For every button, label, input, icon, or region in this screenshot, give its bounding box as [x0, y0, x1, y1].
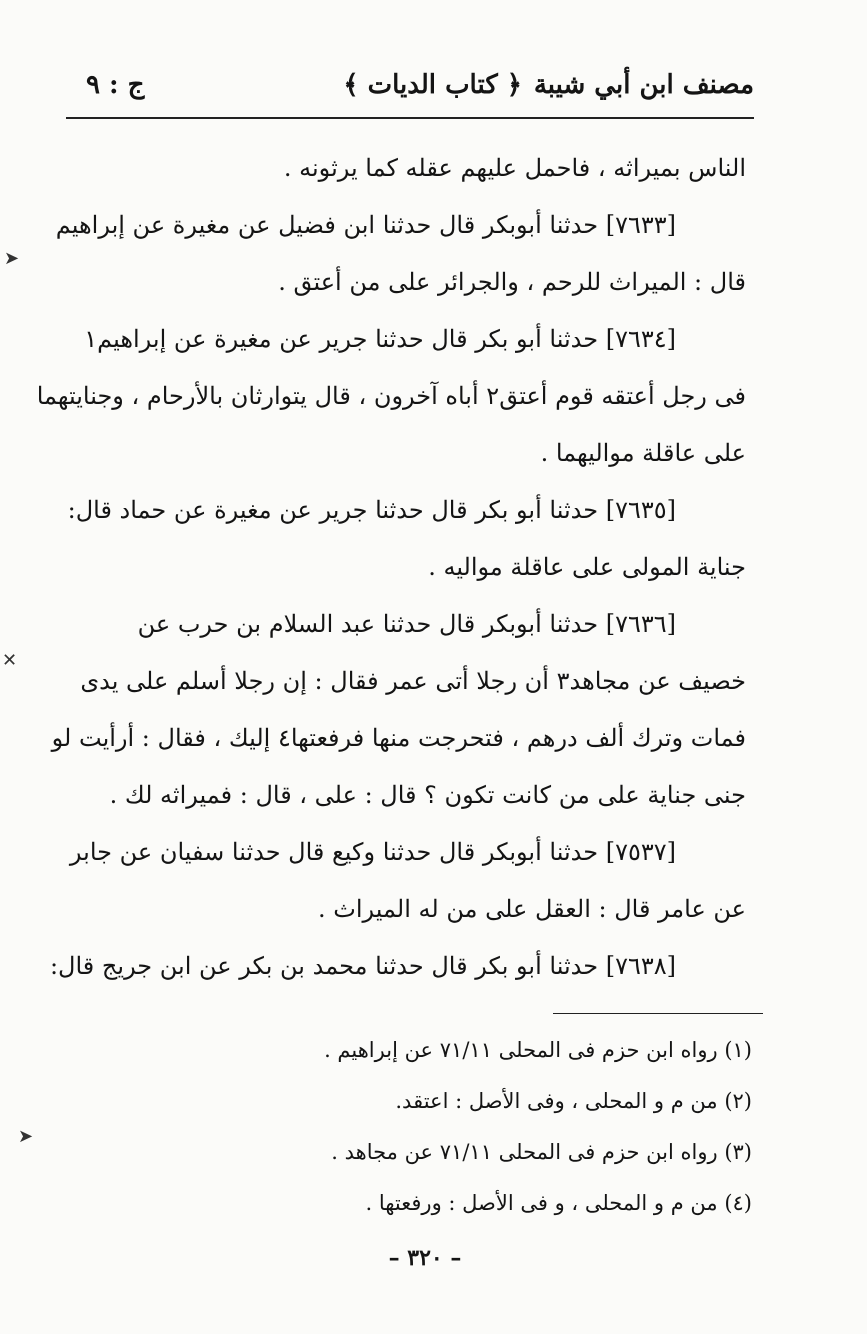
text-line: [٧٦٣٨] حدثنا أبو بكر قال حدثنا محمد بن بكر عن ابن جريج قال:	[49, 952, 676, 980]
text-line: [٧٦٣٤] حدثنا أبو بكر قال حدثنا جرير عن مغيرة عن إبراهيم١	[84, 325, 676, 353]
text-line: جناية المولى على عاقلة مواليه .	[428, 553, 746, 581]
text-line: [٧٦٣٥] حدثنا أبو بكر قال حدثنا جرير عن مغيرة عن حماد قال:	[67, 496, 676, 524]
footnotes	[300, 1025, 752, 1229]
text-line: [٧٥٣٧] حدثنا أبوبكر قال حدثنا وكيع قال حدثنا سفيان عن جابر	[69, 838, 676, 866]
text-line: فى رجل أعتقه قوم أعتق٢ أباه آخرون ، قال يتوارثان بالأرحام ، وجنايتهما	[36, 382, 746, 410]
header-divider	[66, 117, 754, 119]
footnote: (٤) من م و المحلى ، و فى الأصل : ورفعتها .	[365, 1191, 752, 1215]
running-header	[66, 60, 754, 120]
margin-mark: ➤	[18, 1126, 34, 1147]
text-line: فمات وترك ألف درهم ، فتحرجت منها فرفعتها٤ إليك ، فقال : أرأيت لو	[51, 724, 746, 752]
footnote-divider	[553, 1013, 763, 1014]
margin-mark: ➤	[4, 248, 20, 269]
text-line: عن عامر قال : العقل على من له الميراث .	[318, 895, 746, 923]
text-line: جنى جناية على من كانت تكون ؟ قال : على ، قال : فميراثه لك .	[109, 781, 746, 809]
footnote: (١) رواه ابن حزم فى المحلى ٧١/١١ عن إبراهيم .	[324, 1038, 752, 1062]
volume-number: ج : ٩	[86, 70, 145, 100]
footnote: (٢) من م و المحلى ، وفى الأصل : اعتقد.	[395, 1089, 752, 1113]
page-number: – ٣٢٠ –	[388, 1245, 462, 1271]
text-line: على عاقلة مواليهما .	[540, 439, 746, 467]
chapter-title: ﴿ كتاب الديات ﴾	[343, 70, 522, 100]
margin-mark: ✕	[2, 650, 18, 671]
main-text	[36, 140, 746, 995]
text-line: قال : الميراث للرحم ، والجرائر على من أعتق .	[278, 268, 746, 296]
footnote: (٣) رواه ابن حزم فى المحلى ٧١/١١ عن مجاهد .	[331, 1140, 752, 1164]
text-line: [٧٦٣٦] حدثنا أبوبكر قال حدثنا عبد السلام بن حرب عن	[137, 610, 676, 638]
text-line: خصيف عن مجاهد٣ أن رجلا أتى عمر فقال : إن رجلا أسلم على يدى	[80, 667, 746, 695]
text-line: الناس بميراثه ، فاحمل عليهم عقله كما يرثونه .	[283, 154, 746, 182]
text-line: [٧٦٣٣] حدثنا أبوبكر قال حدثنا ابن فضيل عن مغيرة عن إبراهيم	[55, 211, 676, 239]
book-title: مصنف ابن أبي شيبة	[533, 70, 754, 100]
